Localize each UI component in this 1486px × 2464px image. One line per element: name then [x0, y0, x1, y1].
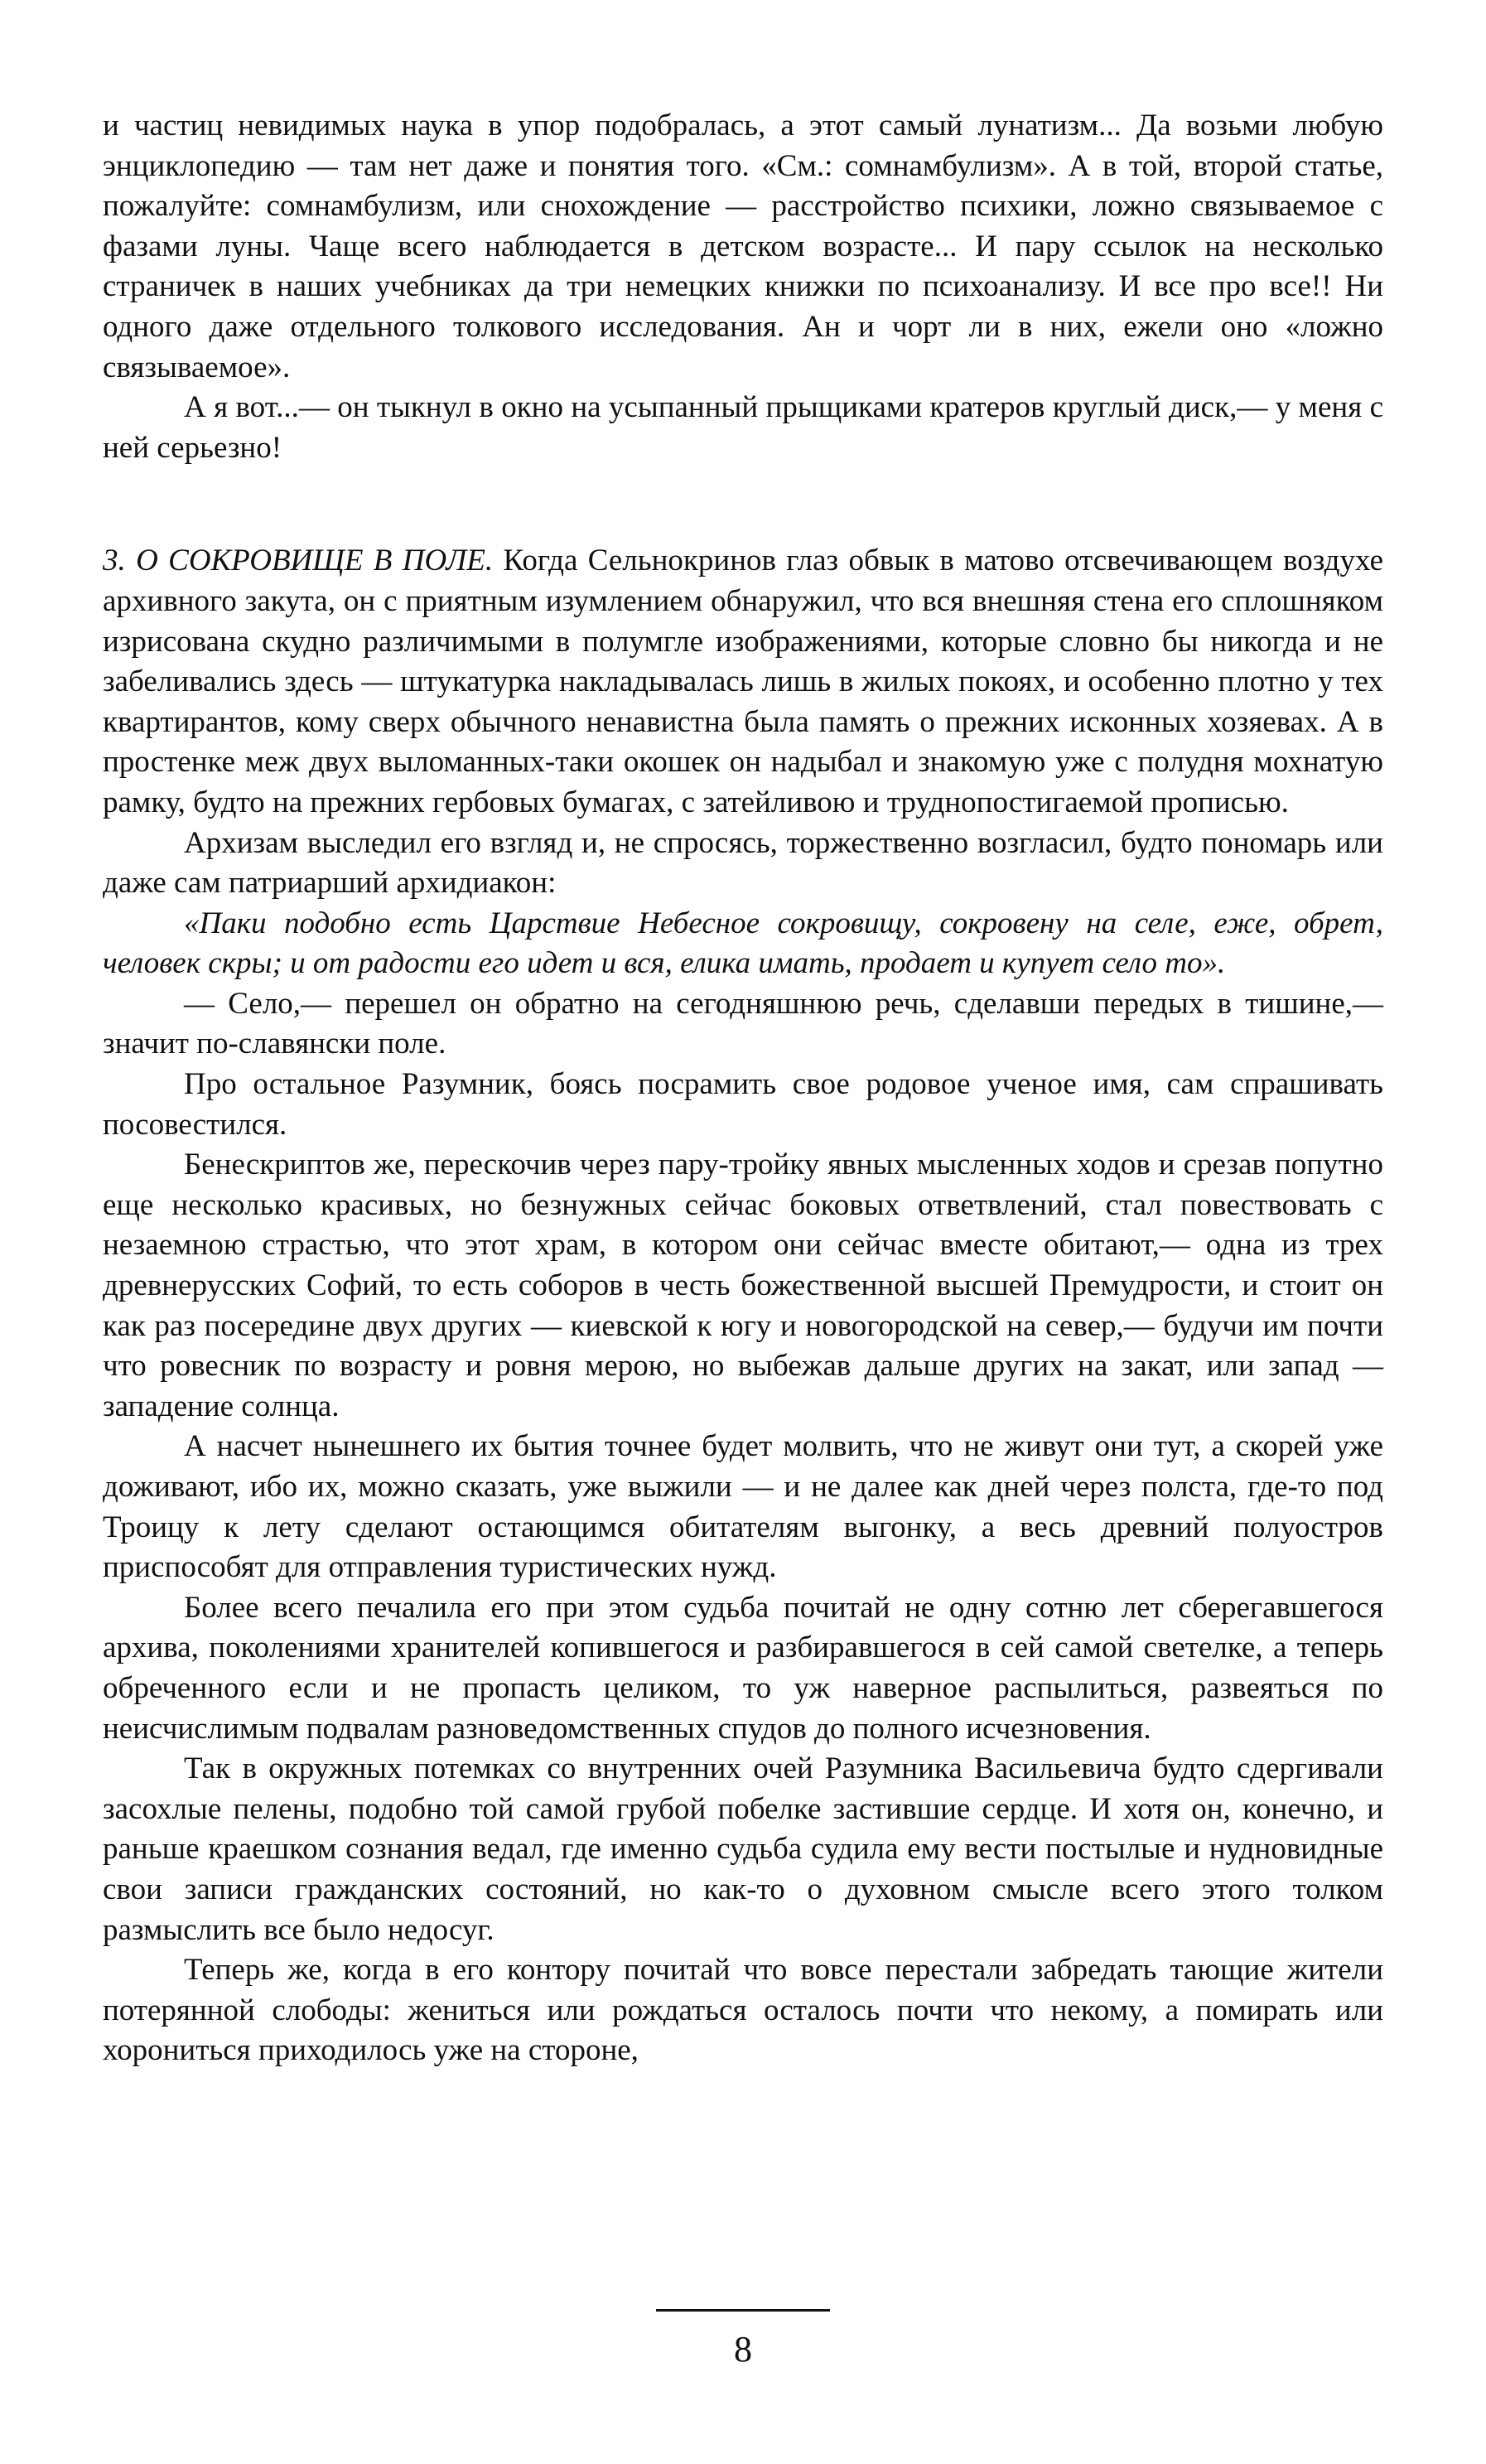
- paragraph: и частиц невидимых наука в упор подобралась, а этот самый лунатизм... Да возьми любую энциклопедию — там нет даже и понятия того. «См.: сомнамбулизм». А в той, второй статье, пожалуйте: сомнамбулизм, или снохождение — расстройство психики, ложно связываемое с фазами луны. Чаще всего наблюдается в детском возрасте... И пару ссылок на несколько страничек в наших учебниках да три немецких книжки по психоанализу. И все про все!! Ни одного даже отдельного толкового исследования. Ан и чорт ли в них, ежели оно «ложно связываемое».: [103, 109, 1383, 384]
- footer-rule: [656, 2309, 830, 2312]
- paragraph: Бенескриптов же, перескочив через пару-тройку явных мысленных ходов и срезав попутно еще несколько красивых, но безнужных сейчас боковых ответвлений, стал повествовать с незаемною страстью, что этот храм, в котором они сейчас вместе обитают,— одна из трех древнерусских Софий, то есть соборов в честь божественной высшей Премудрости, и стоит он как раз посередине двух других — киевской к югу и новогородской на север,— будучи им почти что ровесник по возрасту и ровня мерою, но выбежав дальше других на закат, или запад — западение солнца.: [103, 1147, 1383, 1423]
- paragraph: — Село,— перешел он обратно на сегодняшнюю речь, сделавши передых в тишине,— значит по-славянски поле.: [103, 986, 1383, 1061]
- page-body: [103, 106, 1383, 2071]
- paragraph: Теперь же, когда в его контору почитай что вовсе перестали забредать тающие жители потерянной слободы: жениться или рождаться осталось почти что некому, а помирать или хорониться приходилось уже на стороне,: [103, 1953, 1383, 2068]
- paragraph: А я вот...— он тыкнул в окно на усыпанный прыщиками кратеров круглый диск,— у меня с ней серьезно!: [103, 390, 1383, 465]
- section-first-paragraph: [103, 541, 1383, 823]
- scripture-quote: «Паки подобно есть Царствие Небесное сокровищу, сокровену на селе, еже, обрет, человек скры; и от радости его идет и вся, елика имать, продает и купует село то».: [103, 906, 1383, 981]
- paragraph: А насчет нынешнего их бытия точнее будет молвить, что не живут они тут, а скорей уже доживают, ибо их, можно сказать, уже выжили — и не далее как дней через полста, где-то под Троицу к лету сделают остающимся обитателям выгонку, а весь древний полуостров приспособят для отправления туристических нужд.: [103, 1429, 1383, 1585]
- paragraph: Так в окружных потемках со внутренних очей Разумника Васильевича будто сдергивали засохлые пелены, подобно той самой грубой побелке застившие сердце. И хотя он, конечно, и раньше краешком сознания ведал, где именно судьба судила ему вести постылые и нудновидные свои записи гражданских состояний, но как-то о духовном смысле всего этого толком размыслить все было недосуг.: [103, 1751, 1383, 1947]
- section-gap: [103, 468, 1383, 541]
- paragraph-text: Когда Сельнокринов глаз обвык в матово отсвечивающем воздухе архивного закута, он с приятным изумлением обнаружил, что вся внешняя стена его сплошняком изрисована скудно различимыми в полумгле изображениями, которые словно бы никогда и не забеливались здесь — штукатурка накладывалась лишь в жилых покоях, и особенно плотно у тех квартирантов, кому сверх обычного ненавистна была память о прежних исконных хозяевах. А в простенке меж двух выломанных-таки окошек он надыбал и знакомую уже с полудня мохнатую рамку, будто на прежних гербовых бумагах, с затейливою и труднопостигаемой прописью.: [103, 544, 1383, 819]
- page-number: 8: [734, 2329, 752, 2370]
- paragraph: Про остальное Разумник, боясь посрамить свое родовое ученое имя, сам спрашивать посовестился.: [103, 1067, 1383, 1142]
- paragraph: Архизам выследил его взгляд и, не спросясь, торжественно возгласил, будто пономарь или даже сам патриарший архидиакон:: [103, 825, 1383, 901]
- section-heading: 3. О СОКРОВИЩЕ В ПОЛЕ.: [103, 544, 494, 578]
- paragraph: Более всего печалила его при этом судьба почитай не одну сотню лет сберегавшегося архива, поколениями хранителей копившегося и разбиравшегося в сей самой светелке, а теперь обреченного если и не пропасть целиком, то уж наверное распылиться, развеяться по неисчислимым подвалам разноведомственных спудов до полного исчезновения.: [103, 1590, 1383, 1746]
